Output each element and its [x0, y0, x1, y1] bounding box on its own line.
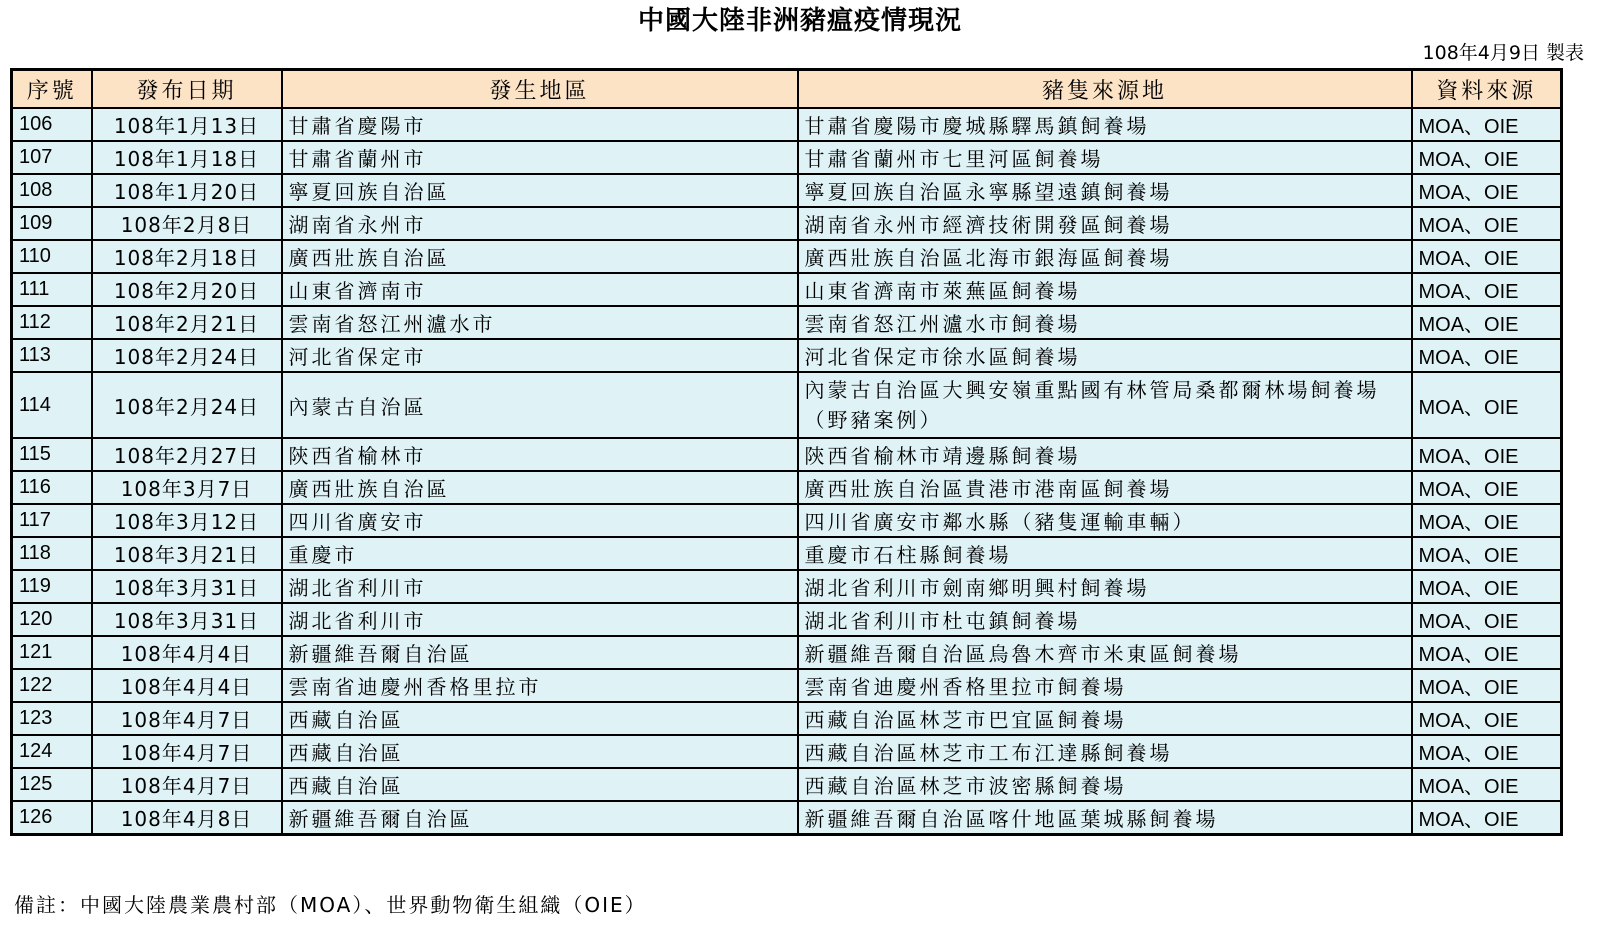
cell-no: 110 [12, 240, 92, 273]
cell-source: 甘肅省蘭州市七里河區飼養場 [798, 141, 1412, 174]
cell-region: 寧夏回族自治區 [282, 174, 798, 207]
cell-date: 108年2月18日 [92, 240, 282, 273]
cell-region: 甘肅省慶陽市 [282, 108, 798, 141]
cell-date: 108年4月4日 [92, 669, 282, 702]
cell-source: 寧夏回族自治區永寧縣望遠鎮飼養場 [798, 174, 1412, 207]
cell-source: 山東省濟南市萊蕪區飼養場 [798, 273, 1412, 306]
cell-date: 108年1月20日 [92, 174, 282, 207]
cell-date: 108年2月24日 [92, 372, 282, 438]
cell-no: 126 [12, 801, 92, 835]
cell-source: 雲南省迪慶州香格里拉市飼養場 [798, 669, 1412, 702]
cell-date: 108年4月7日 [92, 768, 282, 801]
table-row [12, 174, 1562, 207]
table-row [12, 603, 1562, 636]
cell-ref: MOA、OIE [1412, 471, 1562, 504]
cell-date: 108年3月31日 [92, 570, 282, 603]
table-row [12, 768, 1562, 801]
cell-region: 西藏自治區 [282, 735, 798, 768]
cell-source: 陝西省榆林市靖邊縣飼養場 [798, 438, 1412, 471]
cell-source: 湖北省利川市杜屯鎮飼養場 [798, 603, 1412, 636]
header-source: 豬隻來源地 [798, 70, 1412, 109]
table-row [12, 240, 1562, 273]
table-row [12, 471, 1562, 504]
table-row [12, 339, 1562, 372]
header-no: 序號 [12, 70, 92, 109]
footnote: 備註：中國大陸農業農村部（MOA）、世界動物衛生組織（OIE） [14, 893, 647, 917]
table-row [12, 504, 1562, 537]
cell-region: 山東省濟南市 [282, 273, 798, 306]
cell-no: 108 [12, 174, 92, 207]
cell-no: 119 [12, 570, 92, 603]
cell-date: 108年3月12日 [92, 504, 282, 537]
cell-source: 廣西壯族自治區貴港市港南區飼養場 [798, 471, 1412, 504]
cell-date: 108年4月7日 [92, 735, 282, 768]
table-row [12, 141, 1562, 174]
cell-region: 四川省廣安市 [282, 504, 798, 537]
table-row [12, 669, 1562, 702]
page-title: 中國大陸非洲豬瘟疫情現況 [637, 6, 962, 36]
cell-ref: MOA、OIE [1412, 108, 1562, 141]
table-row [12, 438, 1562, 471]
cell-no: 111 [12, 273, 92, 306]
cell-region: 雲南省迪慶州香格里拉市 [282, 669, 798, 702]
cell-ref: MOA、OIE [1412, 438, 1562, 471]
cell-no: 106 [12, 108, 92, 141]
cell-no: 123 [12, 702, 92, 735]
cell-region: 重慶市 [282, 537, 798, 570]
cell-ref: MOA、OIE [1412, 174, 1562, 207]
cell-region: 湖北省利川市 [282, 570, 798, 603]
table-row [12, 735, 1562, 768]
cell-source: 湖南省永州市經濟技術開發區飼養場 [798, 207, 1412, 240]
cell-ref: MOA、OIE [1412, 372, 1562, 438]
table-row [12, 273, 1562, 306]
cell-ref: MOA、OIE [1412, 306, 1562, 339]
cell-source: 雲南省怒江州瀘水市飼養場 [798, 306, 1412, 339]
cell-no: 118 [12, 537, 92, 570]
cell-source: 新疆維吾爾自治區烏魯木齊市米東區飼養場 [798, 636, 1412, 669]
cell-no: 113 [12, 339, 92, 372]
cell-no: 122 [12, 669, 92, 702]
cell-date: 108年2月21日 [92, 306, 282, 339]
cell-ref: MOA、OIE [1412, 570, 1562, 603]
cell-ref: MOA、OIE [1412, 669, 1562, 702]
cell-region: 西藏自治區 [282, 768, 798, 801]
cell-no: 114 [12, 372, 92, 438]
cell-ref: MOA、OIE [1412, 801, 1562, 835]
cell-ref: MOA、OIE [1412, 141, 1562, 174]
cell-source: 新疆維吾爾自治區喀什地區葉城縣飼養場 [798, 801, 1412, 835]
cell-region: 廣西壯族自治區 [282, 240, 798, 273]
cell-date: 108年1月13日 [92, 108, 282, 141]
cell-date: 108年3月21日 [92, 537, 282, 570]
table-row [12, 207, 1562, 240]
table-row [12, 801, 1562, 835]
cell-no: 116 [12, 471, 92, 504]
cell-ref: MOA、OIE [1412, 207, 1562, 240]
table-row [12, 636, 1562, 669]
cell-date: 108年2月24日 [92, 339, 282, 372]
cell-date: 108年2月20日 [92, 273, 282, 306]
cell-no: 112 [12, 306, 92, 339]
cell-ref: MOA、OIE [1412, 504, 1562, 537]
cell-no: 107 [12, 141, 92, 174]
cell-source: 四川省廣安市鄰水縣（豬隻運輸車輛） [798, 504, 1412, 537]
cell-region: 甘肅省蘭州市 [282, 141, 798, 174]
cell-ref: MOA、OIE [1412, 768, 1562, 801]
cell-source: 甘肅省慶陽市慶城縣驛馬鎮飼養場 [798, 108, 1412, 141]
cell-source: 湖北省利川市劍南鄉明興村飼養場 [798, 570, 1412, 603]
cell-source: 內蒙古自治區大興安嶺重點國有林管局桑都爾林場飼養場（野豬案例） [798, 372, 1412, 438]
cell-no: 124 [12, 735, 92, 768]
cell-source: 河北省保定市徐水區飼養場 [798, 339, 1412, 372]
outbreak-table [10, 68, 1563, 836]
cell-ref: MOA、OIE [1412, 636, 1562, 669]
cell-date: 108年3月7日 [92, 471, 282, 504]
cell-region: 雲南省怒江州瀘水市 [282, 306, 798, 339]
cell-date: 108年3月31日 [92, 603, 282, 636]
cell-no: 121 [12, 636, 92, 669]
table-row [12, 537, 1562, 570]
header-region: 發生地區 [282, 70, 798, 109]
cell-no: 125 [12, 768, 92, 801]
cell-region: 湖北省利川市 [282, 603, 798, 636]
table-row [12, 570, 1562, 603]
cell-ref: MOA、OIE [1412, 537, 1562, 570]
cell-date: 108年2月8日 [92, 207, 282, 240]
cell-date: 108年4月7日 [92, 702, 282, 735]
cell-date: 108年2月27日 [92, 438, 282, 471]
cell-region: 湖南省永州市 [282, 207, 798, 240]
cell-region: 新疆維吾爾自治區 [282, 636, 798, 669]
cell-source: 西藏自治區林芝市工布江達縣飼養場 [798, 735, 1412, 768]
cell-source: 西藏自治區林芝市巴宜區飼養場 [798, 702, 1412, 735]
cell-date: 108年1月18日 [92, 141, 282, 174]
made-date: 108年4月9日 製表 [1422, 42, 1584, 64]
cell-region: 內蒙古自治區 [282, 372, 798, 438]
cell-region: 河北省保定市 [282, 339, 798, 372]
table-row [12, 702, 1562, 735]
cell-source: 西藏自治區林芝市波密縣飼養場 [798, 768, 1412, 801]
cell-region: 西藏自治區 [282, 702, 798, 735]
cell-source: 重慶市石柱縣飼養場 [798, 537, 1412, 570]
cell-no: 120 [12, 603, 92, 636]
cell-no: 115 [12, 438, 92, 471]
cell-source: 廣西壯族自治區北海市銀海區飼養場 [798, 240, 1412, 273]
cell-date: 108年4月8日 [92, 801, 282, 835]
cell-date: 108年4月4日 [92, 636, 282, 669]
cell-ref: MOA、OIE [1412, 240, 1562, 273]
cell-region: 新疆維吾爾自治區 [282, 801, 798, 835]
table-row [12, 108, 1562, 141]
table-row [12, 372, 1562, 438]
cell-no: 117 [12, 504, 92, 537]
cell-ref: MOA、OIE [1412, 603, 1562, 636]
cell-ref: MOA、OIE [1412, 735, 1562, 768]
cell-region: 陝西省榆林市 [282, 438, 798, 471]
header-ref: 資料來源 [1412, 70, 1562, 109]
cell-no: 109 [12, 207, 92, 240]
cell-ref: MOA、OIE [1412, 339, 1562, 372]
header-row [12, 70, 1562, 109]
cell-ref: MOA、OIE [1412, 273, 1562, 306]
cell-region: 廣西壯族自治區 [282, 471, 798, 504]
cell-ref: MOA、OIE [1412, 702, 1562, 735]
header-date: 發布日期 [92, 70, 282, 109]
table-row [12, 306, 1562, 339]
